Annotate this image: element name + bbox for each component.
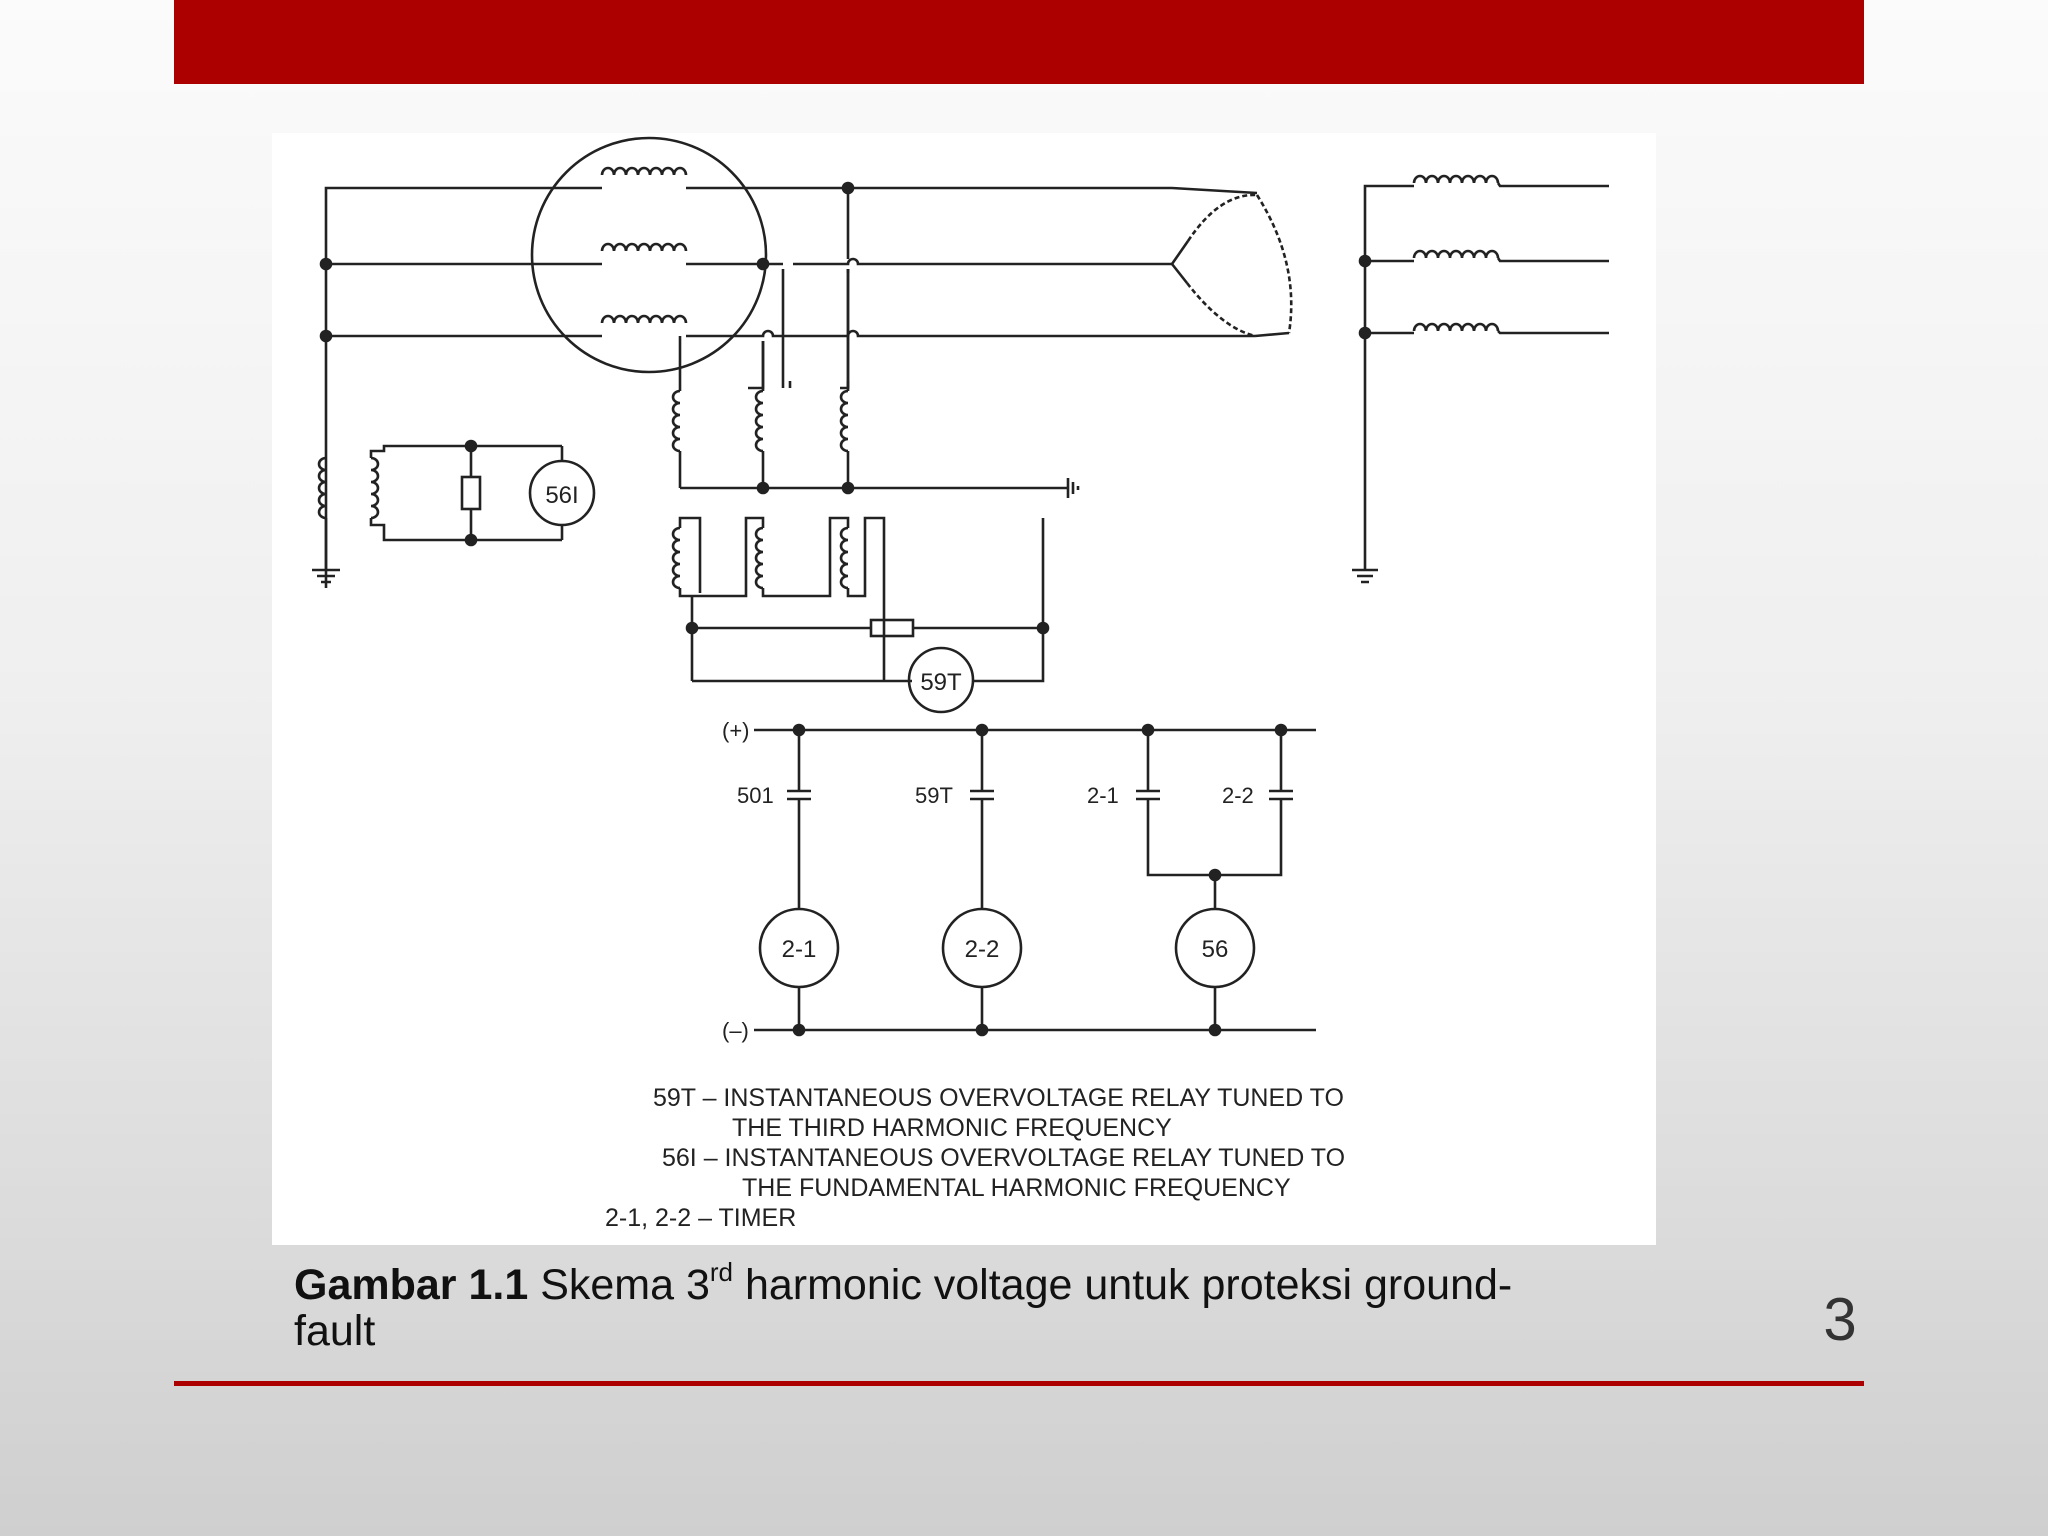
relay-59t-label: 59T bbox=[920, 669, 962, 696]
timer-21-label: 2-1 bbox=[781, 936, 817, 963]
figure-caption bbox=[294, 1257, 1674, 1355]
vt-secondaries bbox=[673, 518, 1048, 712]
legend-line-3: 56I – INSTANTANEOUS OVERVOLTAGE RELAY TUNED TO bbox=[662, 1144, 1346, 1172]
schematic-figure bbox=[272, 133, 1656, 1245]
dc-control-circuit bbox=[754, 725, 1316, 1035]
title-bar bbox=[174, 0, 1864, 84]
relay-56i-label: 56I bbox=[545, 482, 579, 509]
relay-56-label: 56 bbox=[1201, 936, 1229, 963]
caption-text-before: Skema 3 bbox=[540, 1261, 710, 1309]
footer-rule bbox=[174, 1381, 1864, 1386]
caption-superscript: rd bbox=[709, 1257, 734, 1287]
legend-line-1: 59T – INSTANTANEOUS OVERVOLTAGE RELAY TUNED TO bbox=[653, 1084, 1344, 1112]
right-transformer bbox=[1352, 176, 1609, 582]
vt-primaries bbox=[673, 183, 1078, 498]
delta-load bbox=[1172, 188, 1291, 336]
legend-line-4: THE FUNDAMENTAL HARMONIC FREQUENCY bbox=[742, 1174, 1291, 1202]
legend-line-2: THE THIRD HARMONIC FREQUENCY bbox=[732, 1114, 1172, 1142]
contact-59t-label: 59T bbox=[915, 783, 953, 808]
caption-text-after: harmonic voltage untuk proteksi ground- bbox=[744, 1261, 1513, 1309]
timer-22-label: 2-2 bbox=[964, 936, 1000, 963]
caption-label: Gambar 1.1 bbox=[294, 1261, 529, 1309]
bus-minus-label: (–) bbox=[722, 1018, 749, 1043]
ground-ct-circuit bbox=[312, 441, 594, 582]
diagram-legend bbox=[605, 1084, 1345, 1232]
bus-plus-label: (+) bbox=[722, 718, 750, 743]
phase-lines bbox=[321, 188, 1255, 588]
contact-21-label: 2-1 bbox=[1087, 783, 1119, 808]
legend-line-5: 2-1, 2-2 – TIMER bbox=[605, 1204, 797, 1232]
contact-501-label: 501 bbox=[737, 783, 774, 808]
schematic-diagram bbox=[272, 133, 1656, 1245]
caption-text-line2: fault bbox=[294, 1307, 376, 1355]
page-number: 3 bbox=[1823, 1286, 1857, 1353]
contact-22-label: 2-2 bbox=[1222, 783, 1254, 808]
